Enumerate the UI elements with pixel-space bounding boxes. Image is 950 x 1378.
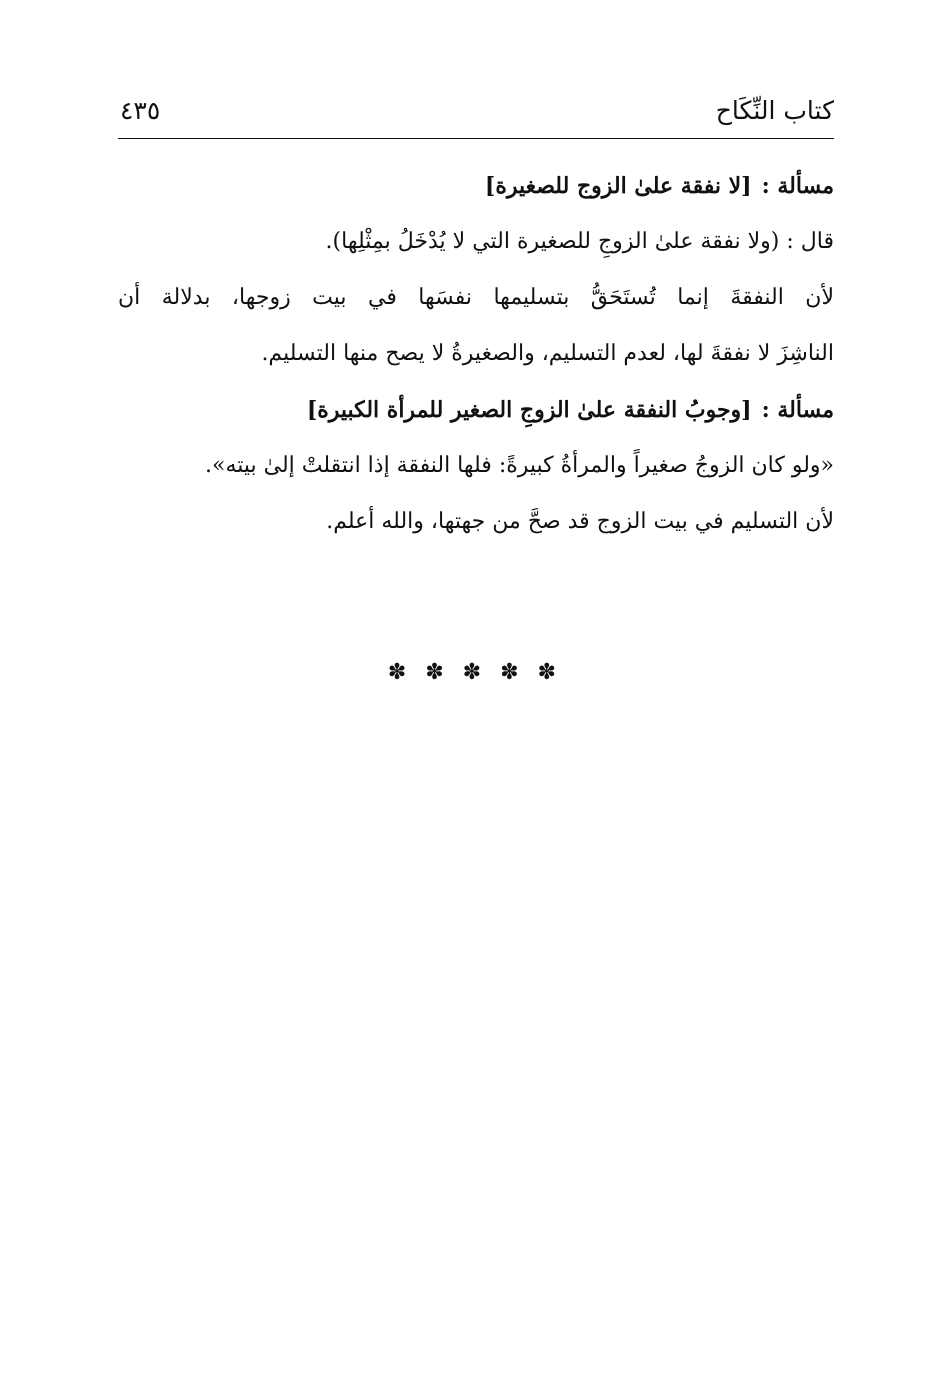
issue-heading-1 (118, 158, 834, 214)
issue-title: [لا نفقة علىٰ الزوج للصغيرة] (484, 173, 752, 199)
page-header (118, 88, 834, 138)
qala-line (118, 214, 834, 270)
paragraph-text: الناشِزَ لا نفقةَ لها، لعدم التسليم، والصغيرةُ لا يصح منها التسليم. (261, 341, 834, 366)
section-separator: ✽ ✽ ✽ ✽ ✽ (387, 660, 563, 685)
issue-label: مسألة : (761, 397, 834, 423)
issue-title: [وجوبُ النفقة علىٰ الزوجِ الصغير للمرأة الكبيرة] (306, 397, 752, 423)
paragraph-line (118, 270, 834, 326)
qala-text: قال : (ولا نفقة علىٰ الزوجِ للصغيرة التي لا يُدْخَلُ بمِثْلِها). (325, 229, 834, 254)
body-text (118, 158, 834, 550)
final-text: لأن التسليم في بيت الزوج قد صحَّ من جهتها، والله أعلم. (326, 509, 834, 534)
quote-line (118, 438, 834, 494)
issue-label: مسألة : (761, 173, 834, 199)
running-title: كتاب النِّكَاح (715, 96, 834, 125)
page-number: ٤٣٥ (120, 96, 161, 125)
quote-text: «ولو كان الزوجُ صغيراً والمرأةُ كبيرةً: فلها النفقة إذا انتقلتْ إلىٰ بيته». (205, 453, 834, 478)
final-line (118, 494, 834, 550)
issue-heading-2 (118, 382, 834, 438)
paragraph-line (118, 326, 834, 382)
header-rule (118, 138, 834, 139)
paragraph-text: لأن النفقةَ إنما تُستَحَقُّ بتسليمها نفسَها في بيت زوجها، بدلالة أن (118, 285, 834, 310)
